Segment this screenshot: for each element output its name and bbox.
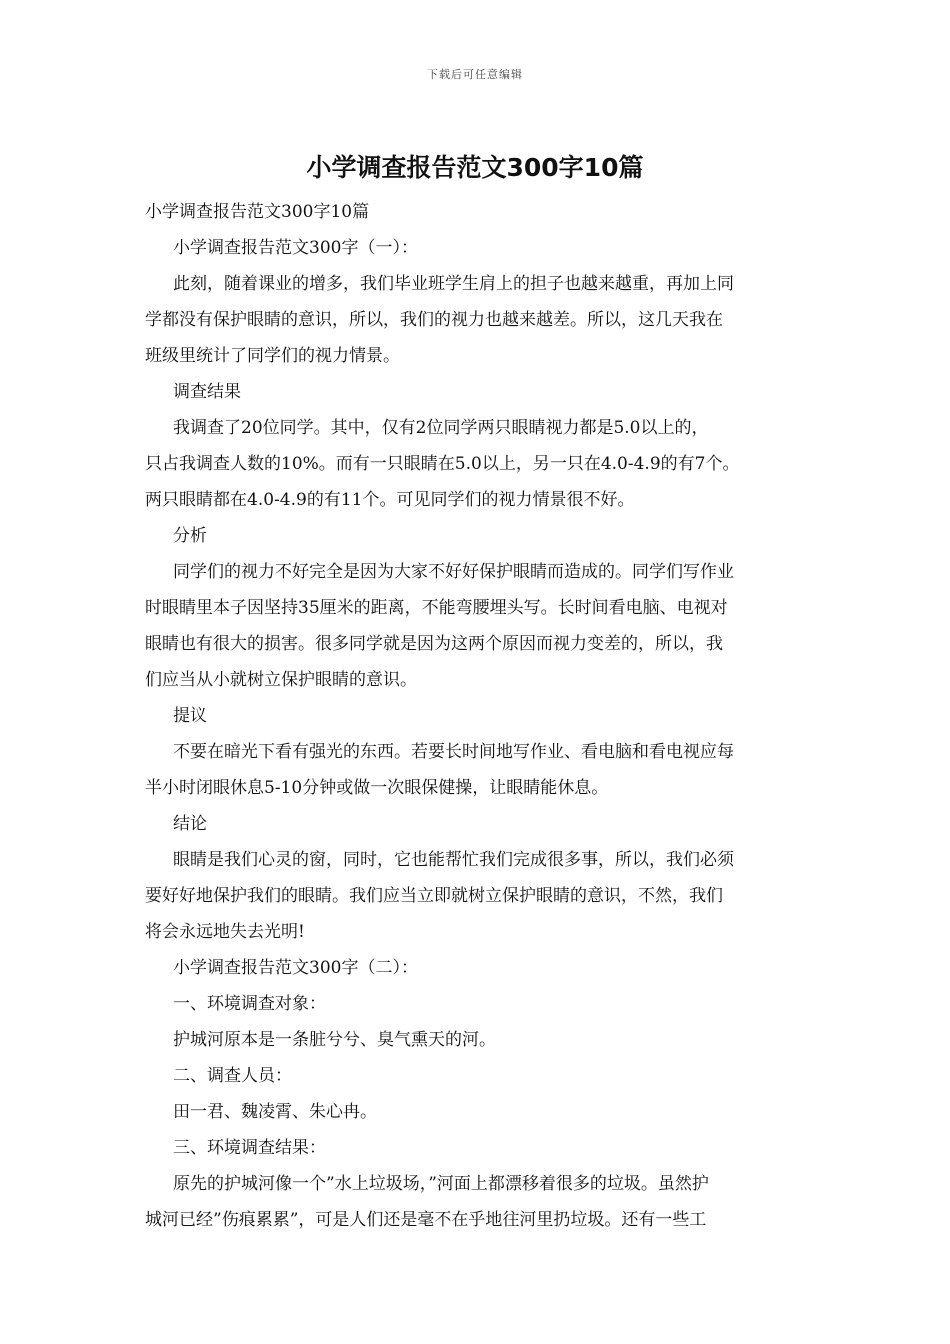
paragraph-line: 我调查了20位同学。其中，仅有2位同学两只眼睛视力都是5.0以上的， [173, 418, 709, 438]
section-heading: 提议 [173, 706, 207, 726]
paragraph-line: 眼睛是我们心灵的窗，同时，它也能帮忙我们完成很多事，所以，我们必须 [173, 850, 734, 870]
section-heading: 分析 [173, 526, 207, 546]
section-heading: 三、环境调查结果： [173, 1138, 326, 1158]
paragraph-line: 们应当从小就树立保护眼睛的意识。 [145, 670, 417, 690]
page-header-note: 下载后可任意编辑 [427, 68, 523, 81]
paragraph-line: 学都没有保护眼睛的意识，所以，我们的视力也越来越差。所以，这几天我在 [145, 310, 723, 330]
paragraph-line: 不要在暗光下看有强光的东西。若要长时间地写作业、看电脑和看电视应每 [173, 742, 734, 762]
section-heading: 二、调查人员： [173, 1066, 292, 1086]
paragraph-line: 原先的护城河像一个”水上垃圾场，”河面上都漂移着很多的垃圾。虽然护 [173, 1174, 709, 1194]
paragraph-line: 只占我调查人数的10%。而有一只眼睛在5.0以上，另一只在4.0-4.9的有7个。 [145, 454, 740, 474]
paragraph-line: 小学调查报告范文300字（二）： [173, 958, 418, 978]
paragraph-line: 小学调查报告范文300字10篇 [145, 202, 370, 222]
paragraph-line: 小学调查报告范文300字（一）： [173, 238, 418, 258]
paragraph-line: 同学们的视力不好完全是因为大家不好好保护眼睛而造成的。同学们写作业 [173, 562, 734, 582]
paragraph-line: 田一君、魏凌霄、朱心冉。 [173, 1102, 377, 1122]
section-heading: 结论 [173, 814, 207, 834]
paragraph-line: 半小时闭眼休息5-10分钟或做一次眼保健操，让眼睛能休息。 [145, 778, 609, 798]
paragraph-line: 眼睛也有很大的损害。很多同学就是因为这两个原因而视力变差的，所以，我 [145, 634, 723, 654]
paragraph-line: 护城河原本是一条脏兮兮、臭气熏天的河。 [173, 1030, 496, 1050]
paragraph-line: 此刻，随着课业的增多，我们毕业班学生肩上的担子也越来越重，再加上同 [173, 274, 734, 294]
section-heading: 调查结果 [173, 382, 241, 402]
paragraph-line: 要好好地保护我们的眼睛。我们应当立即就树立保护眼睛的意识，不然，我们 [145, 886, 723, 906]
document-title: 小学调查报告范文300字10篇 [306, 153, 644, 182]
paragraph-line: 城河已经”伤痕累累”，可是人们还是毫不在乎地往河里扔垃圾。还有一些工 [145, 1210, 707, 1230]
paragraph-line: 两只眼睛都在4.0-4.9的有11个。可见同学们的视力情景很不好。 [145, 490, 635, 510]
paragraph-line: 时眼睛里本子因坚持35厘米的距离，不能弯腰埋头写。长时间看电脑、电视对 [145, 598, 728, 618]
document-body [145, 194, 813, 1238]
paragraph-line: 将会永远地失去光明! [145, 922, 305, 942]
paragraph-line: 班级里统计了同学们的视力情景。 [145, 346, 400, 366]
section-heading: 一、环境调查对象： [173, 994, 326, 1014]
